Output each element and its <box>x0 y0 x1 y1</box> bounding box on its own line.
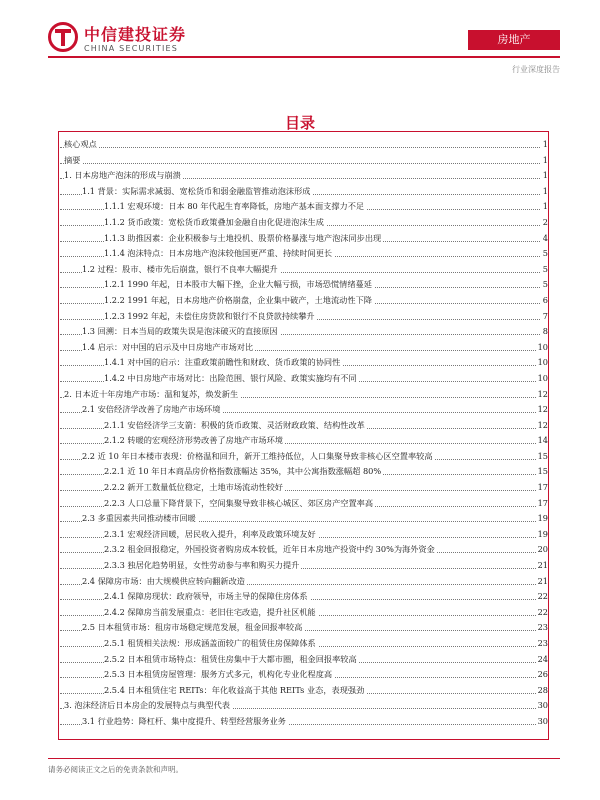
toc-entry[interactable] <box>60 667 548 683</box>
toc-entry-text: 1.2.1 1990 年起，日本股市大幅下挫，企业大幅亏损，市场恐慌情绪蔓延 <box>104 277 374 293</box>
toc-page-number: 1 <box>541 168 548 184</box>
toc-entry-text: 核心观点 <box>64 137 99 153</box>
toc-page-number: 26 <box>536 667 548 683</box>
toc-entry[interactable] <box>60 340 548 356</box>
disclaimer-footer: 请务必阅读正文之后的免责条款和声明。 <box>48 765 183 774</box>
toc-page-number: 20 <box>536 542 548 558</box>
toc-entry-text: 1.1.1 宏观环境：日本 80 年代起生育率降低，房地产基本面支撑力不足 <box>104 199 366 215</box>
toc-page-number: 8 <box>541 324 548 340</box>
toc-page-number: 28 <box>536 683 548 699</box>
footer-divider <box>48 758 560 759</box>
toc-entry-text: 2.2.1 近 10 年日本商品房价格指数涨幅达 35%，其中公寓指数涨幅超 80% <box>104 464 383 480</box>
toc-page-number: 23 <box>536 620 548 636</box>
toc-entry[interactable] <box>60 698 548 714</box>
toc-entry-text: 1. 日本房地产泡沫的形成与崩溃 <box>64 168 183 184</box>
toc-entry-text: 2.3.1 宏观经济回暖，居民收入提升，利率及政策环境友好 <box>104 527 318 543</box>
toc-entry[interactable] <box>60 137 548 153</box>
toc-entry[interactable] <box>60 215 548 231</box>
toc-entry-text: 1.1.4 泡沫特点：日本房地产泡沫较他国更严重、持续时间更长 <box>104 246 334 262</box>
toc-page-number: 10 <box>536 371 548 387</box>
toc-entry[interactable] <box>60 402 548 418</box>
toc-entry[interactable] <box>60 620 548 636</box>
toc-page-number: 5 <box>541 246 548 262</box>
toc-entry[interactable] <box>60 324 548 340</box>
logo-english-name: CHINA SECURITIES <box>84 44 179 53</box>
toc-entry[interactable] <box>60 184 548 200</box>
toc-page-number: 5 <box>541 277 548 293</box>
toc-page-number: 1 <box>541 137 548 153</box>
header-divider <box>48 56 560 58</box>
toc-entry-text: 1.4.1 对中国的启示：注重政策前瞻性和财政、货币政策的协同性 <box>104 355 342 371</box>
toc-entry-text: 3. 泡沫经济后日本房企的发展特点与典型代表 <box>64 698 232 714</box>
toc-entry[interactable] <box>60 246 548 262</box>
toc-entry[interactable] <box>60 589 548 605</box>
toc-entry-text: 2.3.3 独居化趋势明显，女性劳动参与率和购买力提升 <box>104 558 301 574</box>
toc-page-number: 17 <box>536 496 548 512</box>
toc-page-number: 15 <box>536 464 548 480</box>
toc-page-number: 12 <box>536 418 548 434</box>
toc-page-number: 19 <box>536 527 548 543</box>
toc-entry[interactable] <box>60 683 548 699</box>
logo-chinese-name: 中信建投证券 <box>84 25 187 44</box>
toc-entry-text: 2.5.2 日本租赁市场特点：租赁住房集中于大都市圈，租金回报率较高 <box>104 652 359 668</box>
toc-entry[interactable] <box>60 199 548 215</box>
toc-entry-text: 2.1 安倍经济学改善了房地产市场环境 <box>82 402 222 418</box>
toc-entry-text: 1.2 过程：股市、楼市先后崩盘，银行不良率大幅提升 <box>82 262 280 278</box>
toc-page-number: 23 <box>536 636 548 652</box>
toc-entry-text: 2.2.2 新开工数量低位稳定，土地市场流动性较好 <box>104 480 285 496</box>
toc-list <box>60 137 548 730</box>
toc-page-number: 5 <box>541 262 548 278</box>
toc-page-number: 24 <box>536 652 548 668</box>
citic-logo-icon <box>48 22 78 52</box>
toc-entry-text: 2.5.3 日本租赁房屋管理：服务方式多元，机构化专业化程度高 <box>104 667 334 683</box>
toc-entry-text: 2.4 保障房市场：由大规模供应转向翻新改造 <box>82 574 247 590</box>
toc-entry-text: 摘要 <box>64 153 82 169</box>
toc-entry[interactable] <box>60 527 548 543</box>
toc-entry[interactable] <box>60 371 548 387</box>
toc-entry[interactable] <box>60 714 548 730</box>
toc-page-number: 22 <box>536 589 548 605</box>
toc-entry[interactable] <box>60 418 548 434</box>
toc-title: 目录 <box>284 114 315 132</box>
toc-entry[interactable] <box>60 277 548 293</box>
toc-entry[interactable] <box>60 464 548 480</box>
toc-entry-text: 2. 日本近十年房地产市场：温和复苏，焕发新生 <box>64 387 240 403</box>
toc-page-number: 30 <box>536 698 548 714</box>
toc-entry[interactable] <box>60 605 548 621</box>
toc-entry[interactable] <box>60 558 548 574</box>
toc-entry-text: 1.2.2 1991 年起，日本房地产价格崩盘，企业集中破产，土地流动性下降 <box>104 293 374 309</box>
toc-entry[interactable] <box>60 153 548 169</box>
toc-entry-text: 2.2 近 10 年日本楼市表现：价格温和回升，新开工维持低位，人口集聚导致非核心区空置率较高 <box>82 449 435 465</box>
toc-entry-text: 2.2.3 人口总量下降背景下，空间集聚导致非核心城区、郊区房产空置率高 <box>104 496 375 512</box>
toc-entry[interactable] <box>60 168 548 184</box>
toc-entry-text: 1.4 启示：对中国的启示及中日房地产市场对比 <box>82 340 255 356</box>
toc-entry-text: 2.1.1 安倍经济学三支箭：积极的货币政策、灵活财政政策、结构性改革 <box>104 418 367 434</box>
toc-entry[interactable] <box>60 511 548 527</box>
toc-entry-text: 1.1.3 助推因素：企业积极参与土地投机、股票价格暴涨与地产泡沫同步出现 <box>104 231 383 247</box>
toc-page-number: 30 <box>536 714 548 730</box>
toc-page-number: 1 <box>541 153 548 169</box>
toc-page-number: 15 <box>536 449 548 465</box>
toc-page-number: 2 <box>541 215 548 231</box>
toc-entry-text: 2.1.2 转暖的宏观经济形势改善了房地产市场环境 <box>104 433 285 449</box>
toc-entry-text: 1.2.3 1992 年起，未偿住房贷款和银行不良贷款持续攀升 <box>104 309 317 325</box>
toc-page-number: 12 <box>536 387 548 403</box>
toc-entry[interactable] <box>60 652 548 668</box>
toc-entry[interactable] <box>60 262 548 278</box>
toc-entry-text: 2.4.1 保障房现状：政府领导，市场主导的保障住房体系 <box>104 589 310 605</box>
toc-page-number: 22 <box>536 605 548 621</box>
toc-entry[interactable] <box>60 231 548 247</box>
toc-page-number: 10 <box>536 340 548 356</box>
toc-page-number: 17 <box>536 480 548 496</box>
toc-entry-text: 1.3 回溯：日本当局的政策失误是泡沫破灭的直接原因 <box>82 324 280 340</box>
toc-page-number: 12 <box>536 402 548 418</box>
toc-page-number: 1 <box>541 199 548 215</box>
toc-entry-text: 2.3 多重因素共同推动楼市回暖 <box>82 511 198 527</box>
toc-entry-text: 2.5 日本租赁市场：租房市场稳定规范发展，租金回报率较高 <box>82 620 304 636</box>
toc-entry-text: 1.4.2 中日房地产市场对比：出险范围、银行风险、政策实施均有不同 <box>104 371 359 387</box>
toc-entry-text: 2.5.4 日本租赁住宅 REITs：年化收益高于其他 REITs 业态，表现强劲 <box>104 683 366 699</box>
toc-entry[interactable] <box>60 387 548 403</box>
toc-entry[interactable] <box>60 293 548 309</box>
toc-leader-dots <box>60 163 540 164</box>
toc-page-number: 14 <box>536 433 548 449</box>
toc-entry[interactable] <box>60 449 548 465</box>
toc-page-number: 1 <box>541 184 548 200</box>
toc-entry[interactable] <box>60 636 548 652</box>
toc-entry[interactable] <box>60 309 548 325</box>
toc-page-number: 21 <box>536 574 548 590</box>
toc-page-number: 21 <box>536 558 548 574</box>
toc-leader-dots <box>60 147 540 148</box>
toc-entry[interactable] <box>60 355 548 371</box>
toc-entry[interactable] <box>60 574 548 590</box>
toc-page-number: 10 <box>536 355 548 371</box>
toc-page-number: 7 <box>541 309 548 325</box>
toc-entry-text: 2.3.2 租金回报稳定，外国投资者购房成本较低，近年日本房地产投资中约 30%为海外资金 <box>104 542 437 558</box>
toc-page-number: 19 <box>536 511 548 527</box>
toc-entry[interactable] <box>60 496 548 512</box>
toc-entry[interactable] <box>60 542 548 558</box>
toc-entry[interactable] <box>60 480 548 496</box>
toc-entry-text: 1.1 背景：实际需求减弱、宽松货币和弱金融监管推动泡沫形成 <box>82 184 313 200</box>
toc-entry[interactable] <box>60 433 548 449</box>
toc-page-number: 6 <box>541 293 548 309</box>
toc-entry-text: 2.5.1 租赁相关法规：形成涵盖面较广的租赁住房保障体系 <box>104 636 318 652</box>
sector-tab: 房地产 <box>468 30 560 50</box>
toc-page-number: 4 <box>541 231 548 247</box>
toc-entry-text: 1.1.2 货币政策：宽松货币政策叠加金融自由化促进泡沫生成 <box>104 215 326 231</box>
toc-entry-text: 2.4.2 保障房当前发展重点：老旧住宅改造，提升社区机能 <box>104 605 318 621</box>
report-type-label: 行业深度报告 <box>512 65 560 74</box>
toc-entry-text: 3.1 行业趋势：降杠杆、集中度提升、转型经营服务业务 <box>82 714 288 730</box>
